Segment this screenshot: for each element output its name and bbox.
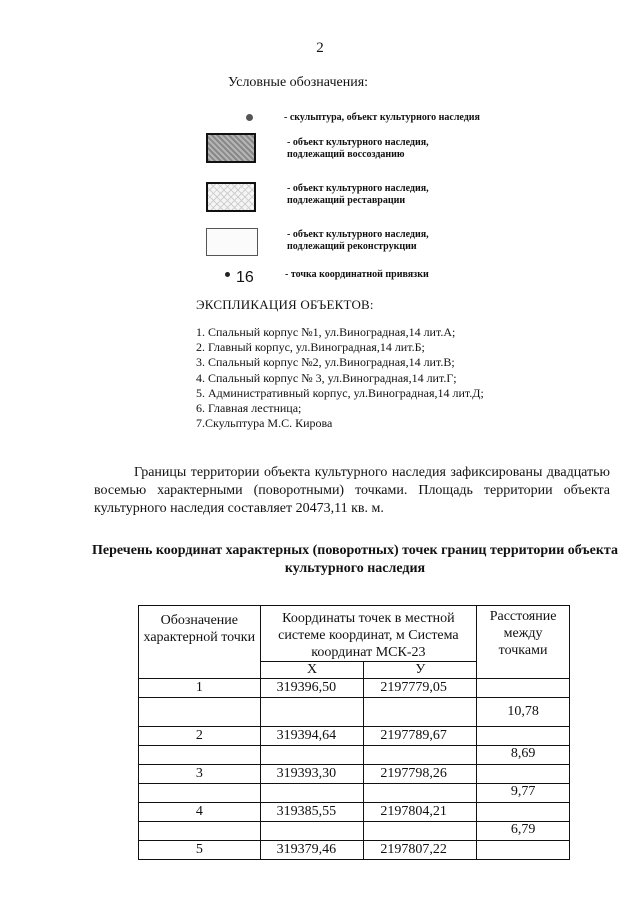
legend-title: Условные обозначения: (228, 75, 369, 90)
point-x: 319379,46 (260, 841, 364, 860)
legend-text: - объект культурного наследия, подлежащий реставрации (287, 183, 429, 206)
point-x: 319394,64 (260, 727, 364, 746)
table-row (139, 679, 570, 698)
table-row (139, 841, 570, 860)
reference-point-label: 16 (236, 269, 254, 286)
point-y: 2197789,67 (364, 727, 477, 746)
point-id: 5 (139, 841, 261, 860)
table-row (139, 727, 570, 746)
header-x: X (260, 662, 364, 679)
reconstruction-swatch-icon (206, 228, 258, 256)
table-row (139, 803, 570, 822)
point-id: 4 (139, 803, 261, 822)
table-row (139, 765, 570, 784)
header-point-designation: Обозначение характерной точки (139, 606, 261, 679)
point-y: 2197798,26 (364, 765, 477, 784)
point-id: 1 (139, 679, 261, 698)
explication-title: ЭКСПЛИКАЦИЯ ОБЪЕКТОВ: (196, 297, 374, 312)
list-item: 1. Спальный корпус №1, ул.Виноградная,14 лит.А; (196, 325, 456, 339)
table-row (139, 746, 570, 765)
header-coordinates: Координаты точек в местной системе координат, м Система координат МСК-23 (260, 606, 477, 662)
recreation-swatch-icon (206, 133, 256, 163)
distance-value: 10,78 (477, 698, 570, 727)
list-item: 4. Спальный корпус № 3, ул.Виноградная,14 лит.Г; (196, 370, 457, 385)
list-item: 3. Спальный корпус №2, ул.Виноградная,14 лит.В; (196, 355, 455, 370)
header-distance: Расстояние между точками (477, 606, 570, 679)
boundary-paragraph: Границы территории объекта культурного наследия зафиксированы двадцатью восемью характерными (поворотными) точками. Площадь территории объекта культурного наследия составляет 20473,11 кв. м. (94, 465, 610, 516)
header-y: У (364, 662, 477, 679)
coordinates-heading: Перечень координат характерных (поворотных) точек границ территории объекта культурного наследия (92, 543, 618, 576)
distance-value: 8,69 (477, 746, 570, 765)
reference-point-icon (225, 272, 230, 277)
list-item: 5. Административный корпус, ул.Виноградная,14 лит.Д; (196, 385, 484, 400)
legend-text: - объект культурного наследия, подлежащий реконструкции (287, 229, 429, 252)
distance-empty (477, 679, 570, 698)
legend-text: - точка координатной привязки (285, 269, 429, 280)
point-x: 319385,55 (260, 803, 364, 822)
table-row (139, 698, 570, 727)
point-id: 2 (139, 727, 261, 746)
legend-text: - объект культурного наследия, подлежащий воссозданию (287, 137, 429, 160)
legend-text: - скульптура, объект культурного наследия (284, 112, 480, 123)
distance-value: 9,77 (477, 784, 570, 803)
point-x: 319393,30 (260, 765, 364, 784)
page-number: 2 (316, 40, 324, 56)
table-row (139, 784, 570, 803)
explication-list (196, 325, 484, 431)
list-item: 2. Главный корпус, ул.Виноградная,14 лит.Б; (196, 340, 425, 355)
point-y: 2197807,22 (364, 841, 477, 860)
point-y: 2197804,21 (364, 803, 477, 822)
coordinates-table (138, 605, 570, 860)
point-x: 319396,50 (260, 679, 364, 698)
table-row (139, 822, 570, 841)
point-y: 2197779,05 (364, 679, 477, 698)
list-item: 6. Главная лестница; (196, 401, 302, 416)
distance-value: 6,79 (477, 822, 570, 841)
point-id: 3 (139, 765, 261, 784)
list-item: 7.Скульптура М.С. Кирова (196, 416, 333, 431)
restoration-swatch-icon (206, 182, 256, 212)
sculpture-dot-icon (246, 114, 253, 121)
